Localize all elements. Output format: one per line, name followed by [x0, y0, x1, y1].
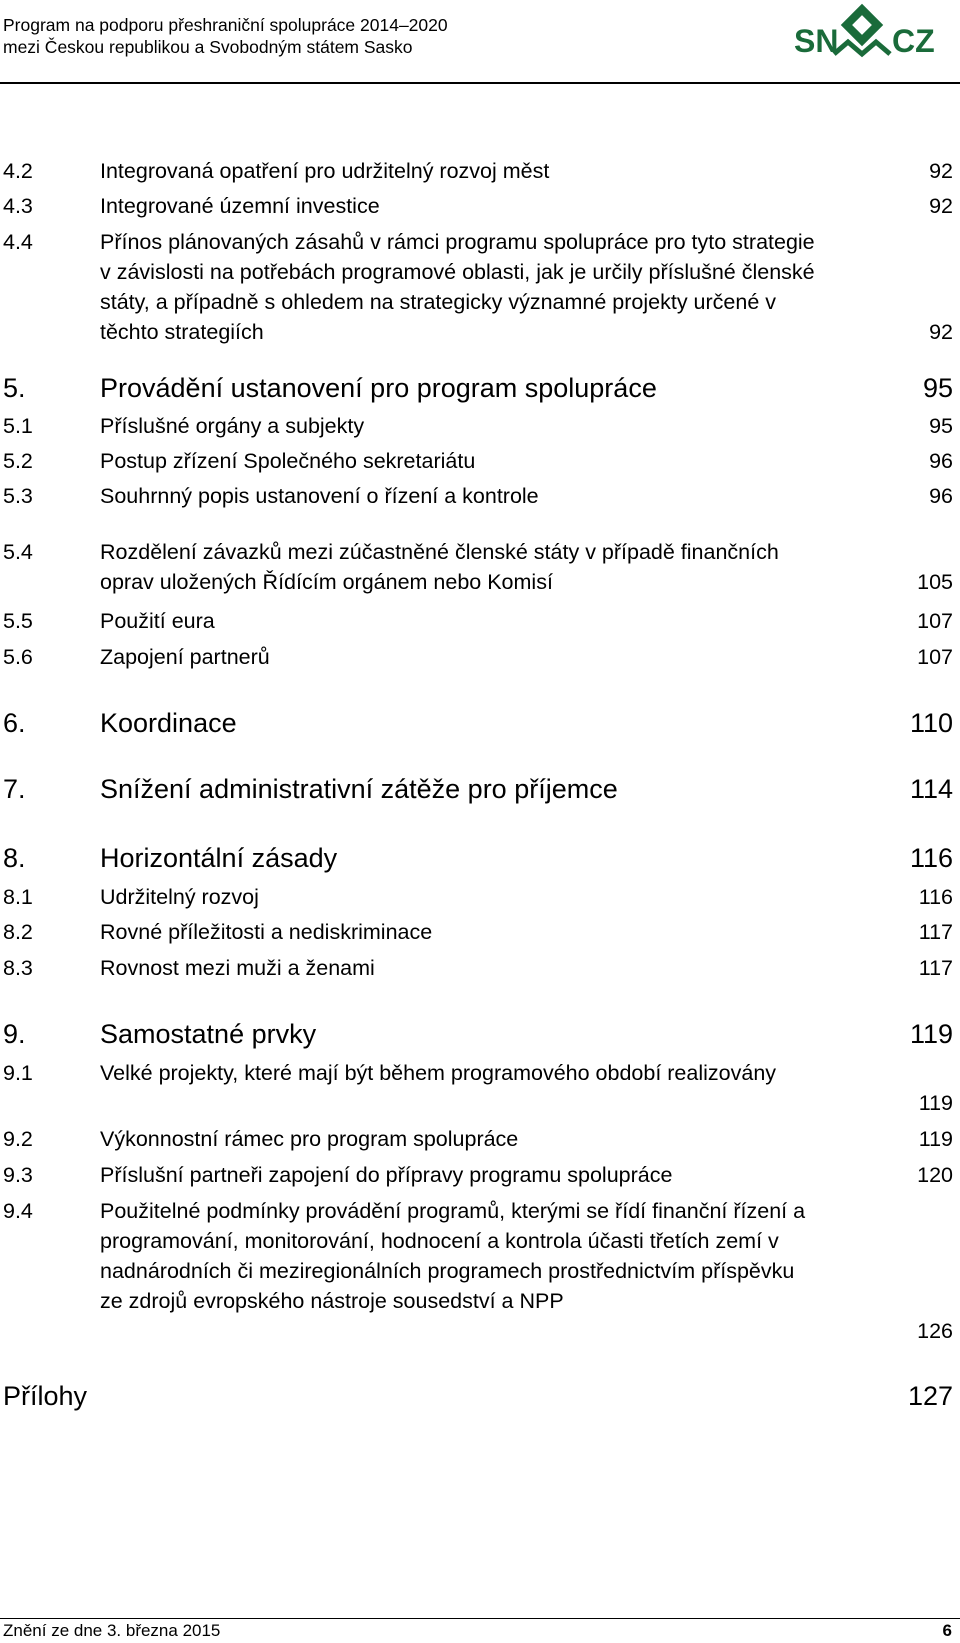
logo-sn-text: SN: [794, 23, 839, 59]
toc-page: 116: [918, 885, 953, 909]
toc-title: Postup zřízení Společného sekretariátu: [100, 449, 476, 473]
toc-title: Udržitelný rozvoj: [100, 885, 259, 909]
toc-title: Velké projekty, které mají být během programového období realizovány: [100, 1061, 777, 1085]
toc-page: 95: [922, 373, 953, 403]
footer-divider: [0, 1618, 960, 1619]
footer-date: Znění ze dne 3. března 2015: [3, 1621, 221, 1640]
toc-number: 9.4: [3, 1199, 33, 1223]
toc-number: 9.2: [3, 1127, 33, 1151]
toc-page: 96: [929, 449, 953, 473]
toc-title: Rovné příležitosti a nediskriminace: [100, 920, 433, 944]
toc-page: 119: [918, 1091, 953, 1115]
toc-page: 92: [929, 159, 953, 183]
toc-page: 119: [918, 1127, 953, 1151]
toc-title: Snížení administrativní zátěže pro příjemce: [100, 774, 618, 804]
toc-page: 92: [929, 320, 953, 344]
sn-cz-logo: [792, 2, 952, 72]
toc-title: Příslušní partneři zapojení do přípravy programu spolupráce: [100, 1163, 673, 1187]
toc-number: 8.: [3, 843, 26, 873]
toc-page: 126: [917, 1319, 953, 1343]
toc-number: 5.2: [3, 449, 33, 473]
toc-title: Integrovaná opatření pro udržitelný rozvoj měst: [100, 159, 550, 183]
toc-number: 5.4: [3, 540, 33, 564]
toc-page: 96: [929, 484, 953, 508]
toc-page: 120: [917, 1163, 953, 1187]
toc-page: 110: [909, 708, 953, 738]
toc-title: Integrované územní investice: [100, 194, 380, 218]
toc-number: 9.: [3, 1019, 26, 1049]
toc-page: 95: [929, 414, 953, 438]
toc-page: 117: [918, 920, 953, 944]
toc-title: Použití eura: [100, 609, 215, 633]
toc-title: Provádění ustanovení pro program spolupráce: [100, 373, 657, 403]
toc-number: 5.6: [3, 645, 33, 669]
header-line-2: mezi Českou republikou a Svobodným státem Sasko: [3, 37, 413, 57]
toc-page: 107: [917, 645, 953, 669]
toc-title: Souhrnný popis ustanovení o řízení a kontrole: [100, 484, 539, 508]
toc-number: 9.1: [3, 1061, 33, 1085]
toc-page: 117: [918, 956, 953, 980]
toc-page: 116: [909, 843, 953, 873]
toc-number: 5.: [3, 373, 26, 403]
toc-title: Rovnost mezi muži a ženami: [100, 956, 375, 980]
toc-page: 127: [907, 1381, 953, 1411]
toc-number: 4.2: [3, 159, 33, 183]
toc-page: 114: [909, 774, 953, 804]
toc-title: Přínos plánovaných zásahů v rámci programu spolupráce pro tyto strategie v závislosti na potřebách programové oblasti, jak je určily příslušné členské státy, a případně s ohledem na strategicky významné projekty určené v těchto strategiích: [100, 230, 815, 344]
toc-number: 7.: [3, 774, 26, 804]
toc-number: 5.5: [3, 609, 33, 633]
toc-number: 5.1: [3, 414, 33, 438]
toc-number: 8.3: [3, 956, 33, 980]
toc-page: 92: [929, 194, 953, 218]
page-footer: [0, 1618, 960, 1643]
toc-page: 105: [917, 570, 953, 594]
header-text: [3, 14, 448, 58]
toc-number: 5.3: [3, 484, 33, 508]
page-header: [0, 0, 960, 84]
logo-emblem-icon: [834, 4, 890, 54]
toc-title: Samostatné prvky: [100, 1019, 317, 1049]
toc-number: 6.: [3, 708, 26, 738]
header-line-1: Program na podporu přeshraniční spolupráce 2014–2020: [3, 15, 448, 35]
logo-cz-text: CZ: [892, 23, 935, 59]
toc-title: Horizontální zásady: [100, 843, 338, 873]
toc-number: 8.2: [3, 920, 33, 944]
toc-number: 4.3: [3, 194, 33, 218]
toc-title: Zapojení partnerů: [100, 645, 270, 669]
toc-number: 8.1: [3, 885, 33, 909]
toc-number: 4.4: [3, 230, 33, 254]
toc-title: Výkonnostní rámec pro program spolupráce: [100, 1127, 519, 1151]
toc-title: Koordinace: [100, 708, 237, 738]
footer-page-number: 6: [942, 1621, 952, 1640]
toc-title: Rozdělení závazků mezi zúčastněné členské státy v případě finančních oprav uložených Řídícím orgánem nebo Komisí: [100, 540, 779, 594]
toc-number: 9.3: [3, 1163, 33, 1187]
header-divider: [0, 82, 960, 84]
toc-title: Použitelné podmínky provádění programů, kterými se řídí finanční řízení a programování, monitorování, hodnocení a kontrola účasti třetích zemí v nadnárodních či meziregionálních programech prostřednictvím příspěvku ze zdrojů evropského nástroje sousedství a NPP: [100, 1199, 806, 1313]
toc-title: Přílohy: [3, 1381, 88, 1411]
toc-page: 119: [909, 1019, 953, 1049]
toc-title: Příslušné orgány a subjekty: [100, 414, 365, 438]
toc-page: 107: [917, 609, 953, 633]
